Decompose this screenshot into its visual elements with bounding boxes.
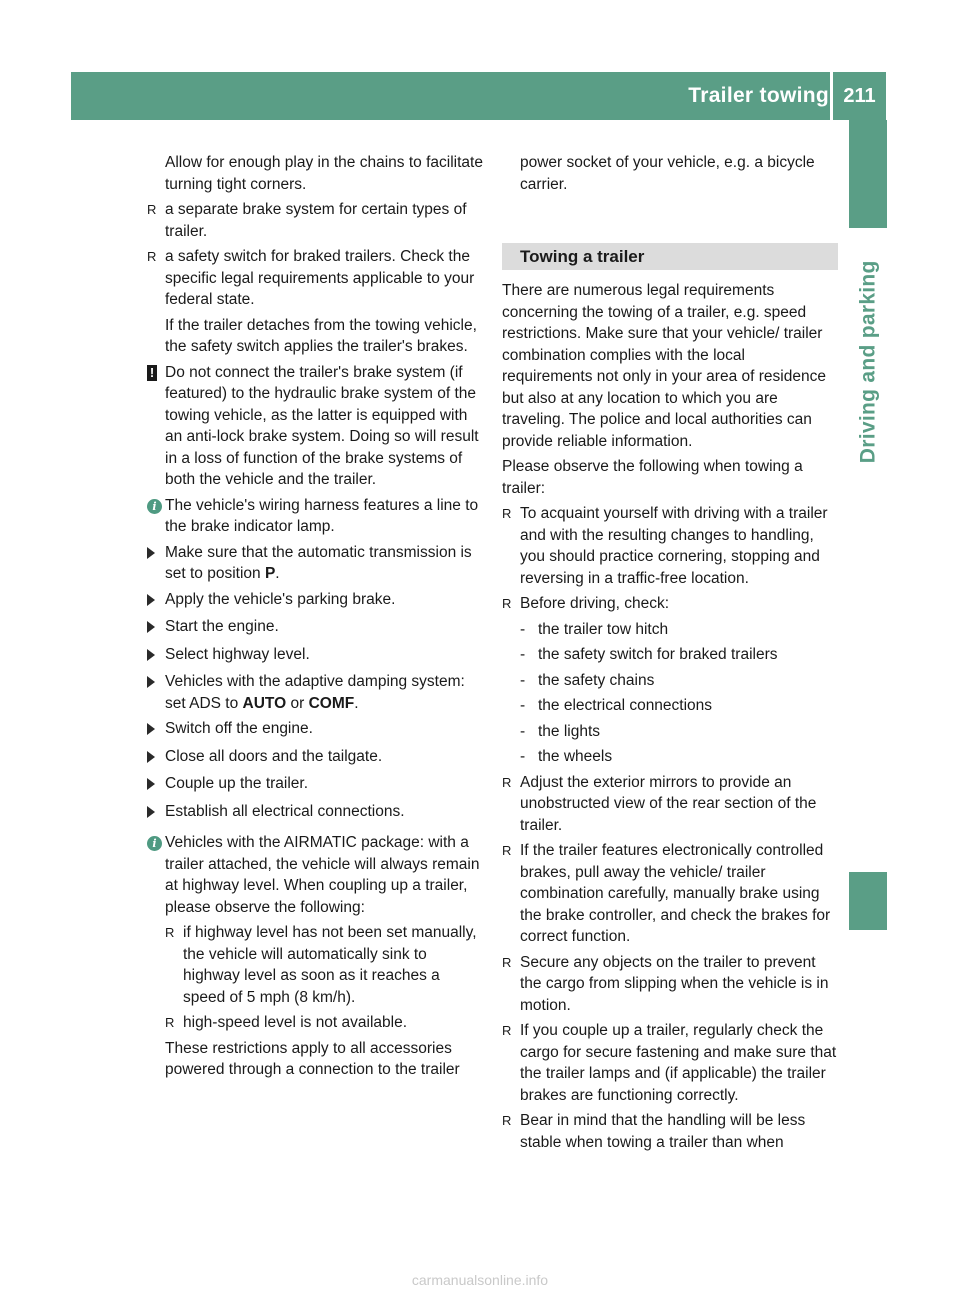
list-item: R Secure any objects on the trailer to prevent the cargo from slipping when the vehicle is in motion. <box>502 952 838 1017</box>
list-item: R a safety switch for braked trailers. Check the specific legal requirements applicable to your federal state. <box>147 246 483 311</box>
step-item: Vehicles with the adaptive damping system: set ADS to AUTO or COMF. <box>147 671 483 714</box>
paragraph: Please observe the following when towing a trailer: <box>502 458 803 497</box>
step-arrow-icon <box>147 778 155 790</box>
bullet-icon: R <box>502 843 512 858</box>
check-item: - the safety switch for braked trailers <box>502 644 838 666</box>
list-item: R Bear in mind that the handling will be less stable when towing a trailer than when <box>502 1110 838 1153</box>
step-arrow-icon <box>147 594 155 606</box>
step-arrow-icon <box>147 751 155 763</box>
dash-icon: - <box>520 646 526 663</box>
step-item: Start the engine. <box>147 616 483 640</box>
step-item: Couple up the trailer. <box>147 773 483 797</box>
bullet-icon: R <box>502 506 512 521</box>
dash-icon: - <box>520 671 526 689</box>
bullet-icon: R <box>165 1015 175 1030</box>
bullet-icon: R <box>502 1023 512 1038</box>
side-block <box>849 872 887 930</box>
bullet-icon: R <box>147 202 157 217</box>
bullet-icon: R <box>165 925 175 940</box>
warning-note: ! Do not connect the trailer's brake system (if featured) to the hydraulic brake system of the towing vehicle, as the latter is equipped with an anti-lock brake system. Doing so will result in a loss of function of the brake systems of both the vehicle and the trailer. <box>147 362 483 491</box>
step-item: Select highway level. <box>147 644 483 668</box>
step-item: Switch off the engine. <box>147 718 483 742</box>
step-item: Establish all electrical connections. <box>147 801 483 825</box>
list-item: R If you couple up a trailer, regularly check the cargo for secure fastening and make sure that the trailer lamps and (if applicable) the trailer brakes are functioning correctly. <box>502 1020 838 1106</box>
info-icon: i <box>147 499 162 514</box>
section-label <box>850 252 886 472</box>
check-item: - the trailer tow hitch <box>502 619 838 641</box>
paragraph: Allow for enough play in the chains to facilitate turning tight corners. <box>165 154 483 193</box>
step-arrow-icon <box>147 723 155 735</box>
list-item: R if highway level has not been set manually, the vehicle will automatically sink to highway level as soon as it reaches a speed of 5 mph (8 km/h). <box>147 922 483 1008</box>
left-column <box>147 152 483 1085</box>
check-item: - the electrical connections <box>502 695 838 717</box>
step-arrow-icon <box>147 621 155 633</box>
check-item: - the lights <box>502 721 838 743</box>
bullet-icon: R <box>502 774 512 790</box>
right-column <box>502 152 838 1157</box>
header-bar <box>71 72 886 120</box>
check-item: - the wheels <box>502 746 838 768</box>
list-item: R Adjust the exterior mirrors to provide an unobstructed view of the rear section of the trailer. <box>502 772 838 837</box>
side-tab <box>849 120 887 228</box>
step-arrow-icon <box>147 649 155 661</box>
bullet-icon: R <box>502 1113 512 1128</box>
step-arrow-icon <box>147 806 155 818</box>
step-item: Apply the vehicle's parking brake. <box>147 589 483 613</box>
dash-icon: - <box>520 697 526 714</box>
info-icon: i <box>147 836 162 851</box>
section-heading: Towing a trailer <box>502 243 838 270</box>
list-item: R a separate brake system for certain types of trailer. <box>147 199 483 242</box>
list-item: R If the trailer features electronically controlled brakes, pull away the vehicle/ trailer combination carefully, manually brake using the brake controller, and check the brakes for correct function. <box>502 840 838 948</box>
paragraph: There are numerous legal requirements concerning the towing of a trailer, e.g. speed restrictions. Make sure that your vehicle/ trailer combination complies with the local requirements not only in your area of residence but also at any location to which you are traveling. The police and local authorities can provide reliable information. <box>502 282 826 450</box>
info-note: i Vehicles with the AIRMATIC package: with a trailer attached, the vehicle will always remain at highway level. When coupling up a trailer, please observe the following: <box>147 832 483 918</box>
step-arrow-icon <box>147 547 155 559</box>
step-arrow-icon <box>147 676 155 688</box>
bullet-icon: R <box>502 596 512 611</box>
bullet-icon: R <box>147 249 157 264</box>
step-item: Make sure that the automatic transmission is set to position P. <box>147 542 483 585</box>
info-note: i The vehicle's wiring harness features a line to the brake indicator lamp. <box>147 495 483 538</box>
dash-icon: - <box>520 722 526 740</box>
watermark: carmanualsonline.info <box>411 1272 549 1288</box>
section-label-text: Driving and parking <box>856 260 880 464</box>
page-number: 211 <box>843 85 876 107</box>
warning-icon: ! <box>147 365 157 381</box>
step-item: Close all doors and the tailgate. <box>147 746 483 770</box>
list-item: R Before driving, check: <box>502 593 838 615</box>
paragraph: power socket of your vehicle, e.g. a bicycle carrier. <box>520 154 815 193</box>
paragraph: If the trailer detaches from the towing vehicle, the safety switch applies the trailer's brakes. <box>165 316 477 355</box>
list-item: R high-speed level is not available. <box>147 1012 483 1034</box>
check-item: - the safety chains <box>502 670 838 692</box>
page-title: Trailer towing <box>688 84 829 107</box>
paragraph: These restrictions apply to all accessories powered through a connection to the trailer <box>165 1039 460 1078</box>
dash-icon: - <box>520 748 526 765</box>
bullet-icon: R <box>502 954 512 970</box>
list-item: R To acquaint yourself with driving with a trailer and with the resulting changes to handling, you should practice cornering, stopping and reversing in a traffic-free location. <box>502 503 838 589</box>
dash-icon: - <box>520 620 526 638</box>
